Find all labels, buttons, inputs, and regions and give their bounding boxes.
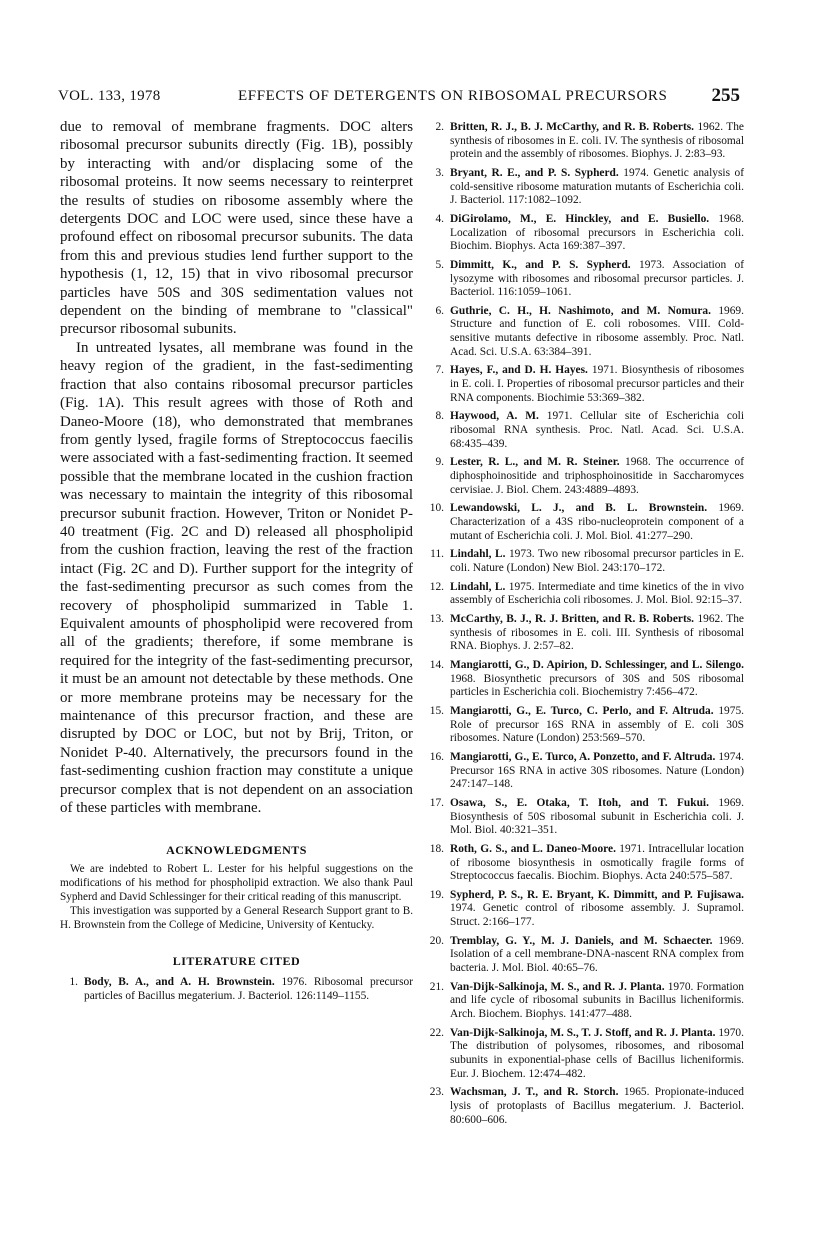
reference-number: 20. <box>429 934 444 947</box>
reference-number: 7. <box>435 364 444 377</box>
reference-number: 13. <box>429 613 444 626</box>
body-paragraph: due to removal of membrane fragments. DOC alters ribosomal precursor subunits directly (Fig. 1B), possibly by interacting with and/or displacing some of the ribosomal proteins. It now seems necessary to reinterpret the results of studies on ribosome assembly where the detergents DOC and LOC were used, since these have a profound effect on ribosomal precursor subunits. The data from this and previous studies lend further support to the hypothesis (1, 12, 15) that in vivo ribosomal precursor particles have 50S and 30S sedimentation values not dependent on the binding of membrane to "classical" precursor ribosomal subunits. <box>60 119 413 338</box>
reference-authors: Lester, R. L., and M. R. Steiner. <box>450 456 620 469</box>
reference-authors: Haywood, A. M. <box>450 410 539 423</box>
reference-authors: DiGirolamo, M., E. Hinckley, and E. Busiello. <box>450 212 710 225</box>
reference-text: 1971. Cellular site of Escherichia coli ribosomal RNA synthesis. Proc. Natl. Acad. Sci. U.S.A. 68:435–439. <box>450 410 744 450</box>
reference-item <box>426 305 744 359</box>
page-number: 255 <box>711 85 740 106</box>
reference-text: 1969. Isolation of a cell membrane-DNA-nascent RNA complex from bacteria. J. Mol. Biol. 40:65–76. <box>450 934 744 975</box>
volume-label: VOL. 133, 1978 <box>58 88 161 104</box>
reference-item <box>426 843 744 884</box>
reference-item <box>426 548 744 575</box>
reference-authors: Roth, G. S., and L. Daneo-Moore. <box>450 842 616 855</box>
reference-number: 12. <box>429 580 444 593</box>
reference-authors: Van-Dijk-Salkinoja, M. S., T. J. Stoff, and R. J. Planta. <box>450 1026 716 1039</box>
reference-item <box>426 889 744 930</box>
reference-text: 1971. Biosynthesis of ribosomes in E. coli. I. Properties of ribosomal precursor particles and their RNA components. Biochimie 53:369–382. <box>450 364 745 404</box>
reference-number: 18. <box>429 842 444 855</box>
reference-authors: Mangiarotti, G., E. Turco, A. Ponzetto, and F. Altruda. <box>450 750 716 763</box>
reference-authors: McCarthy, B. J., R. J. Britten, and R. B. Roberts. <box>450 613 695 626</box>
reference-number: 4. <box>435 212 444 225</box>
left-column <box>60 118 413 1009</box>
reference-text: 1974. Precursor 16S RNA in active 30S ribosomes. Nature (London) 247:147–148. <box>450 750 744 791</box>
reference-item <box>426 981 744 1022</box>
reference-authors: Mangiarotti, G., D. Apirion, D. Schlessinger, and L. Silengo. <box>450 659 744 672</box>
reference-authors: Body, B. A., and A. H. Brownstein. <box>84 976 275 989</box>
reference-authors: Lewandowski, L. J., and B. L. Brownstein. <box>450 502 708 515</box>
reference-text: 1974. Genetic control of ribosome assembly. J. Supramol. Struct. 2:166–177. <box>450 902 744 929</box>
reference-number: 17. <box>429 796 444 809</box>
reference-text: 1970. The distribution of polysomes, ribosomes, and ribosomal subunits in exponential-phase cells of Bacillus licheniformis. Eur. J. Biochem. 12:474–482. <box>450 1026 744 1080</box>
reference-item <box>426 581 744 608</box>
right-column <box>426 121 744 1132</box>
reference-text: 1968. Localization of ribosomal precursors in Escherichia coli. Biochim. Biophys. Acta 169:387–397. <box>450 212 744 253</box>
reference-authors: Dimmitt, K., and P. S. Sypherd. <box>450 258 631 271</box>
reference-text: 1973. Association of lysozyme with ribosomes and ribosomal precursor particles. J. Bacteriol. 116:1059–1061. <box>450 258 745 299</box>
reference-item <box>426 213 744 254</box>
reference-text: 1968. The occurrence of diphosphoinositide and triphosphoinositide in Saccharomyces cervisiae. J. Biol. Chem. 243:4889–4893. <box>450 456 744 496</box>
reference-item <box>426 410 744 451</box>
reference-text: 1976. Ribosomal precursor particles of Bacillus megaterium. J. Bacteriol. 126:1149–1155. <box>84 976 413 1003</box>
reference-text: 1970. Formation and life cycle of ribosomal subunits in Bacillus licheniformis. Arch. Biochem. Biophys. 141:477–488. <box>450 980 745 1020</box>
acknowledgments-paragraph: We are indebted to Robert L. Lester for his helpful suggestions on the modifications of his method for phospholipid extraction. We also thank Paul Sypherd and David Schlessinger for their critical reading of this manuscript. <box>60 863 413 904</box>
reference-authors: Tremblay, G. Y., M. J. Daniels, and M. Schaecter. <box>450 934 713 947</box>
reference-text: 1962. The synthesis of ribosomes in E. coli. III. Synthesis of ribosomal RNA. Biophys. J. 2:57–82. <box>450 613 744 653</box>
reference-number: 9. <box>435 456 444 469</box>
reference-number: 14. <box>429 659 444 672</box>
reference-item <box>426 1086 744 1127</box>
reference-text: 1965. Propionate-induced lysis of protoplasts of Bacillus megaterium. J. Bacteriol. 80:600–606. <box>450 1086 744 1126</box>
page-header <box>58 85 740 110</box>
reference-item <box>426 705 744 746</box>
acknowledgments-paragraph: This investigation was supported by a General Research Support grant to B. H. Brownstein from the College of Medicine, University of Kentucky. <box>60 904 413 931</box>
reference-authors: Hayes, F., and D. H. Hayes. <box>450 364 588 377</box>
reference-item <box>426 935 744 976</box>
reference-number: 8. <box>435 410 444 423</box>
running-title: EFFECTS OF DETERGENTS ON RIBOSOMAL PRECURSORS <box>238 88 668 104</box>
reference-text: 1971. Intracellular location of ribosome biosynthesis in osmotically fragile forms of Streptococcus faecalis. Biochim. Biophys. Acta 240:575–587. <box>450 842 744 883</box>
acknowledgments-heading: ACKNOWLEDGMENTS <box>166 843 307 858</box>
reference-number: 2. <box>435 121 444 133</box>
reference-number: 11. <box>430 548 444 561</box>
reference-number: 19. <box>429 888 444 901</box>
reference-authors: Sypherd, P. S., R. E. Bryant, K. Dimmitt, and P. Fujisawa. <box>450 888 744 901</box>
reference-number: 5. <box>435 258 444 271</box>
reference-number: 23. <box>429 1086 444 1099</box>
reference-authors: Lindahl, L. <box>450 580 506 593</box>
reference-item <box>426 659 744 700</box>
reference-number: 10. <box>429 502 444 515</box>
reference-number: 15. <box>429 705 444 717</box>
reference-item <box>426 259 744 300</box>
reference-item <box>60 976 413 1003</box>
reference-number: 3. <box>435 166 444 179</box>
reference-authors: Osawa, S., E. Otaka, T. Itoh, and T. Fukui. <box>450 796 709 809</box>
literature-cited-heading: LITERATURE CITED <box>172 954 301 969</box>
reference-authors: Guthrie, C. H., H. Nashimoto, and M. Nomura. <box>450 304 711 317</box>
reference-authors: Britten, R. J., B. J. McCarthy, and R. B. Roberts. <box>450 121 695 133</box>
reference-item <box>426 167 744 208</box>
reference-text: 1975. Role of precursor 16S RNA in assembly of E. coli 30S ribosomes. Nature (London) 253:569–570. <box>450 705 744 745</box>
reference-number: 22. <box>429 1026 444 1039</box>
reference-item <box>426 751 744 792</box>
reference-item <box>426 797 744 838</box>
reference-number: 16. <box>429 750 444 763</box>
reference-number: 6. <box>435 304 444 317</box>
reference-authors: Wachsman, J. T., and R. Storch. <box>450 1086 619 1099</box>
reference-text: 1973. Two new ribosomal precursor particles in E. coli. Nature (London) New Biol. 243:170–172. <box>450 548 744 574</box>
reference-number: 1. <box>69 976 78 989</box>
reference-item <box>426 364 744 405</box>
reference-item <box>426 502 744 543</box>
reference-authors: Van-Dijk-Salkinoja, M. S., and R. J. Planta. <box>450 980 665 993</box>
reference-text: 1969. Biosynthesis of 50S ribosomal subunit in Escherichia coli. J. Mol. Biol. 40:321–351. <box>450 796 744 837</box>
reference-item <box>426 456 744 497</box>
reference-text: 1962. The synthesis of ribosomes in E. coli. IV. The synthesis of ribosomal protein and the assembly of ribosomes. Biophys. J. 2:83–93. <box>450 121 744 161</box>
reference-list <box>426 121 744 1127</box>
reference-text: 1974. Genetic analysis of cold-sensitive ribosome maturation mutants of Escherichia coli. J. Bacteriol. 117:1082–1092. <box>450 166 744 207</box>
body-paragraph: In untreated lysates, all membrane was found in the heavy region of the gradient, in the fast-sedimenting fraction that also contains ribosomal precursor particles (Fig. 1A). This result agrees with those of Roth and Daneo-Moore (18), who demonstrated that membranes from gently lysed, fragile forms of Streptococcus faecilis were associated with a fast-sedimenting fraction. It seemed possible that the membrane located in the cushion fraction was necessary to maintain the integrity of this ribosomal precursor subunit fraction. However, Triton or Nonidet P-40 treatment (Fig. 2C and D) released all phospholipid from the cushion fraction, leaving the rest of the fraction intact (Fig. 2C and D). Further support for the integrity of the fast-sedimenting precursor as such comes from the recovery of phospholipid summarized in Table 1. Equivalent amounts of phospholipid were recovered from all of the gradients; therefore, if some membrane is required for the integrity of the fast-sedimenting precursor, it must be an amount not detectable by these methods. One or more membrane proteins may be necessary for the maintenance of this precursor fraction, and these are disrupted by DOC or LOC, but not by Brij, Triton, or Nonidet P-40. Alternatively, the precursors found in the fast-sedimenting cushion fraction may constitute a unique precursor complex that is not dependent on an association of these particles with membrane. <box>60 339 413 817</box>
reference-text: 1969. Characterization of a 43S ribo-nucleoprotein component of a mutant of Escherichia coli. J. Mol. Biol. 41:277–290. <box>450 502 744 542</box>
reference-number: 21. <box>429 980 444 993</box>
reference-authors: Mangiarotti, G., E. Turco, C. Perlo, and F. Altruda. <box>450 705 714 717</box>
reference-text: 1975. Intermediate and time kinetics of the in vivo assembly of Escherichia coli ribosomes. J. Mol. Biol. 92:15–37. <box>450 580 744 607</box>
reference-text: 1969. Structure and function of E. coli robosomes. VIII. Cold-sensitive mutants defective in ribosome assembly. Proc. Natl. Acad. Sci. U.S.A. 63:384–391. <box>450 304 744 358</box>
reference-item <box>426 1027 744 1081</box>
reference-authors: Lindahl, L. <box>450 548 506 561</box>
reference-authors: Bryant, R. E., and P. S. Sypherd. <box>450 166 619 179</box>
reference-item <box>426 121 744 162</box>
reference-text: 1968. Biosynthetic precursors of 30S and 50S ribosomal particles in Escherichia coli. Biochemistry 7:456–472. <box>450 672 744 699</box>
reference-item <box>426 613 744 654</box>
